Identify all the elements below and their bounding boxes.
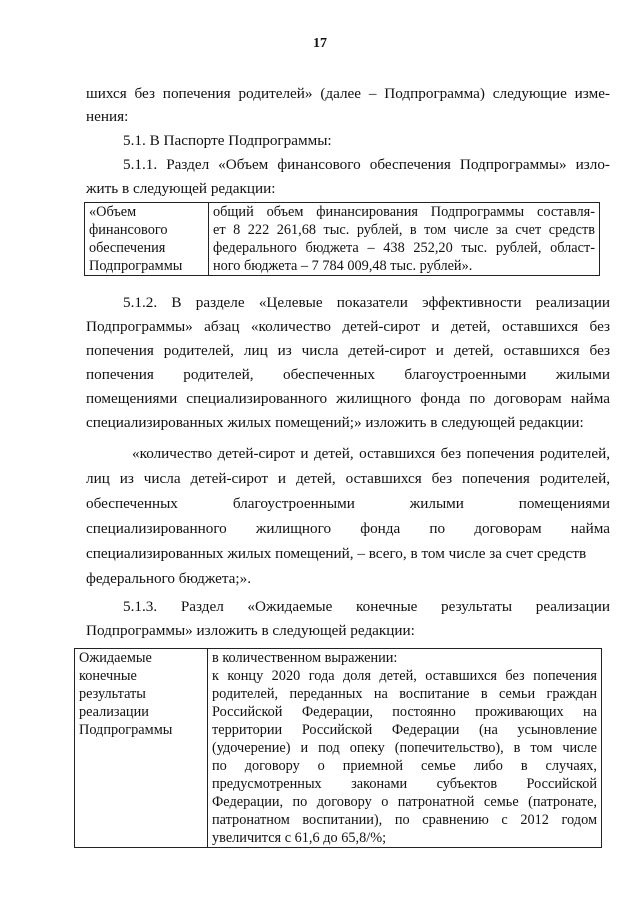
cell-line: реализации bbox=[79, 704, 149, 720]
cell-line: обеспечения bbox=[89, 240, 166, 256]
text-line: Подпрограммы» изложить в следующей редакции: bbox=[86, 622, 415, 639]
page-number: 17 bbox=[313, 36, 327, 51]
text-line: Подпрограммы» абзац «количество детей-сирот и детей, оставшихся без bbox=[86, 318, 610, 335]
financing-label-cell bbox=[85, 203, 209, 276]
cell-line: родителей, переданных на воспитание в семьи граждан bbox=[212, 686, 597, 702]
text-line: федерального бюджета;». bbox=[86, 570, 252, 587]
text-line: специализированного жилищного фонда по договорам найма bbox=[86, 520, 610, 537]
cell-line: федерального бюджета – 438 252,20 тыс. рублей, област- bbox=[213, 240, 595, 256]
text-line: лиц из числа детей-сирот и детей, оставшихся без попечения родителей, bbox=[86, 470, 610, 487]
cell-line: финансового bbox=[89, 222, 168, 238]
cell-line: предусмотренных законами субъектов Российской bbox=[212, 776, 597, 792]
cell-line: ет 8 222 261,68 тыс. рублей, в том числе за счет средств bbox=[213, 222, 595, 238]
text-line: попечения родителей, обеспеченных благоустроенными жилыми bbox=[86, 366, 610, 383]
cell-line: конечные bbox=[79, 668, 137, 684]
text-line: 5.1.1. Раздел «Объем финансового обеспечения Подпрограммы» изло- bbox=[123, 156, 610, 173]
results-content-cell bbox=[208, 649, 602, 848]
expected-results-table bbox=[74, 648, 602, 848]
text-line: помещениями специализированного жилищного фонда по договорам найма bbox=[86, 390, 610, 407]
cell-line: патронатном воспитании), по сравнению с 2012 годом bbox=[212, 812, 597, 828]
text-line: «количество детей-сирот и детей, оставшихся без попечения родителей, bbox=[132, 445, 610, 462]
cell-line: по договору о приемной семье либо в случаях, bbox=[212, 758, 597, 774]
cell-line: общий объем финансирования Подпрограммы составля- bbox=[213, 204, 595, 220]
cell-line: к концу 2020 года доля детей, оставшихся без попечения bbox=[212, 668, 597, 684]
text-line: 5.1.2. В разделе «Целевые показатели эффективности реализации bbox=[123, 294, 610, 311]
cell-line: Подпрограммы bbox=[89, 258, 183, 274]
cell-line: «Объем bbox=[89, 204, 137, 220]
text-line: шихся без попечения родителей» (далее – Подпрограмма) следующие изме- bbox=[86, 85, 610, 102]
financing-table bbox=[84, 202, 600, 276]
text-line: специализированных жилых помещений, – всего, в том числе за счет средств bbox=[86, 545, 587, 562]
cell-line: Федерации, по договору о патронатной семье (патронате, bbox=[212, 794, 597, 810]
cell-line: в количественном выражении: bbox=[212, 650, 398, 666]
financing-content-cell bbox=[209, 203, 600, 276]
text-line: жить в следующей редакции: bbox=[86, 180, 276, 197]
text-line: 5.1.3. Раздел «Ожидаемые конечные результаты реализации bbox=[123, 598, 610, 615]
results-label-cell bbox=[75, 649, 208, 848]
text-line: нения: bbox=[86, 108, 129, 125]
cell-line: Российской Федерации, постоянно проживающих на bbox=[212, 704, 597, 720]
text-line: попечения родителей, лиц из числа детей-сирот и детей, оставшихся без bbox=[86, 342, 610, 359]
cell-line: (удочерение) и под опеку (попечительство), в том числе bbox=[212, 740, 597, 756]
cell-line: результаты bbox=[79, 686, 146, 702]
cell-line: Подпрограммы bbox=[79, 722, 173, 738]
text-line: 5.1. В Паспорте Подпрограммы: bbox=[123, 132, 332, 149]
cell-line: Ожидаемые bbox=[79, 650, 152, 666]
cell-line: территории Российской Федерации (на усыновление bbox=[212, 722, 597, 738]
cell-line: ного бюджета – 7 784 009,48 тыс. рублей». bbox=[213, 258, 473, 274]
text-line: обеспеченных благоустроенными жилыми помещениями bbox=[86, 495, 610, 512]
text-line: специализированных жилых помещений;» изложить в следующей редакции: bbox=[86, 414, 584, 431]
cell-line: увеличится с 61,6 до 65,8/%; bbox=[212, 830, 387, 846]
